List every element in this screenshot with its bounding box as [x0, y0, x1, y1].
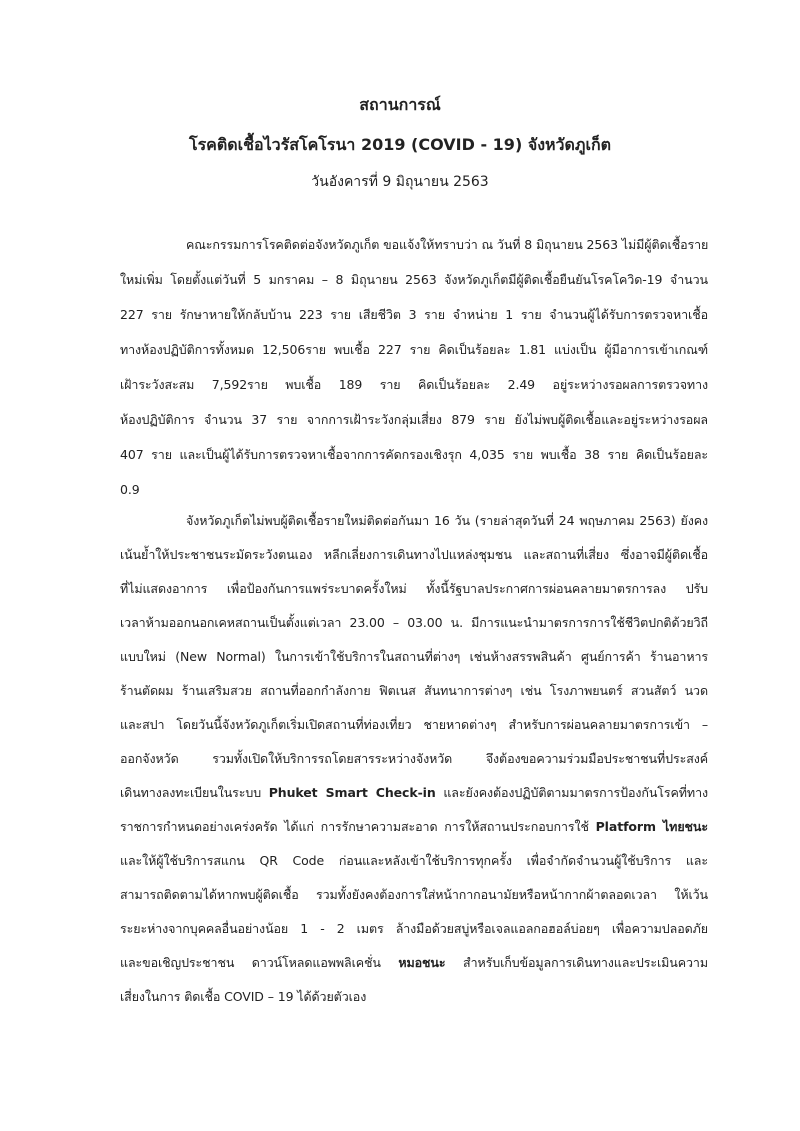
document-title: สถานการณ์: [359, 95, 441, 114]
paragraph-line: ราชการกำหนดอย่างเคร่งครัด ได้แก่ การรักษาความสะอาด การให้สถานประกอบการใช้ Platform ไทยชนะ: [120, 819, 708, 834]
paragraph-line: คณะกรรมการโรคติดต่อจังหวัดภูเก็ต ขอแจ้งให้ทราบว่า ณ วันที่ 8 มิถุนายน 2563 ไม่มีผู้ติดเชื้อราย: [186, 237, 708, 252]
paragraph-line: สามารถติดตามได้หากพบผู้ติดเชื้อ รวมทั้งยังคงต้องการใส่หน้ากากอนามัยหรือหน้ากากผ้าตลอดเวลา ให้เว้น: [120, 887, 708, 902]
paragraph-line: จังหวัดภูเก็ตไม่พบผู้ติดเชื้อรายใหม่ติดต่อกันมา 16 วัน (รายล่าสุดวันที่ 24 พฤษภาคม 2563) ยังคง: [186, 513, 708, 528]
document-date: วันอังคารที่ 9 มิถุนายน 2563: [311, 174, 489, 190]
paragraph-line: ออกจังหวัด รวมทั้งเปิดให้บริการรถโดยสารระหว่างจังหวัด จึงต้องขอความร่วมมือประชาชนที่ประสงค์: [120, 751, 708, 766]
paragraph-line: เฝ้าระวังสะสม 7,592ราย พบเชื้อ 189 ราย คิดเป็นร้อยละ 2.49 อยู่ระหว่างรอผลการตรวจทาง: [120, 377, 708, 392]
paragraph-line: เดินทางลงทะเบียนในระบบ Phuket Smart Check-in และยังคงต้องปฏิบัติตามมาตรการป้องกันโรคที่ทาง: [120, 785, 708, 800]
paragraph-line: ใหม่เพิ่ม โดยตั้งแต่วันที่ 5 มกราคม – 8 มิถุนายน 2563 จังหวัดภูเก็ตมีผู้ติดเชื้อยืนยันโรคโควิด-19 จำนวน: [120, 272, 708, 287]
paragraph-line: และสปา โดยวันนี้จังหวัดภูเก็ตเริ่มเปิดสถานที่ท่องเที่ยว ชายหาดต่างๆ สำหรับการผ่อนคลายมาตรการเข้า –: [120, 717, 708, 732]
paragraph-line: เสี่ยงในการ ติดเชื้อ COVID – 19 ได้ด้วยตัวเอง: [120, 989, 367, 1004]
paragraph-line: ทางห้องปฏิบัติการทั้งหมด 12,506ราย พบเชื้อ 227 ราย คิดเป็นร้อยละ 1.81 แบ่งเป็น ผู้มีอาการเข้าเกณฑ์: [120, 342, 708, 357]
paragraph-line: ห้องปฏิบัติการ จำนวน 37 ราย จากการเฝ้าระวังกลุ่มเสี่ยง 879 ราย ยังไม่พบผู้ติดเชื้อและอยู่ระหว่างรอผล: [120, 412, 708, 427]
paragraph-line: ระยะห่างจากบุคคลอื่นอย่างน้อย 1 - 2 เมตร ล้างมือด้วยสบู่หรือเจลแอลกอฮอล์บ่อยๆ เพื่อความปลอดภัย: [120, 921, 708, 936]
paragraph-line: เวลาห้ามออกนอกเคหสถานเป็นตั้งแต่เวลา 23.00 – 03.00 น. มีการแนะนำมาตรการการใช้ชีวิตปกติด้วยวิถี: [120, 615, 708, 630]
paragraph-line: ที่ไม่แสดงอาการ เพื่อป้องกันการแพร่ระบาดครั้งใหม่ ทั้งนี้รัฐบาลประกาศการผ่อนคลายมาตรการลง ปรับ: [120, 581, 708, 596]
paragraph-line: และขอเชิญประชาชน ดาวน์โหลดแอพพลิเคชั่น หมอชนะ สำหรับเก็บข้อมูลการเดินทางและประเมินความ: [120, 955, 708, 970]
paragraph-line: ร้านตัดผม ร้านเสริมสวย สถานที่ออกกำลังกาย ฟิตเนส สันทนาการต่างๆ เช่น โรงภาพยนตร์ สวนสัตว์ นวด: [120, 683, 708, 698]
mor-chana-app-text: หมอชนะ: [398, 955, 446, 970]
document-subtitle: โรคติดเชื้อไวรัสโคโรนา 2019 (COVID - 19) จังหวัดภูเก็ต: [188, 135, 612, 154]
platform-thaichana-text: Platform ไทยชนะ: [595, 819, 708, 834]
paragraph-line: 227 ราย รักษาหายให้กลับบ้าน 223 ราย เสียชีวิต 3 ราย จำหน่าย 1 ราย จำนวนผู้ได้รับการตรวจหาเชื้อ: [120, 307, 708, 322]
paragraph-line: เน้นย้ำให้ประชาชนระมัดระวังตนเอง หลีกเลี่ยงการเดินทางไปแหล่งชุมชน และสถานที่เสี่ยง ซึ่งอาจมีผู้ติดเชื้อ: [120, 547, 708, 562]
paragraph-line: 0.9: [120, 482, 140, 497]
paragraph-line: และให้ผู้ใช้บริการสแกน QR Code ก่อนและหลังเข้าใช้บริการทุกครั้ง เพื่อจำกัดจำนวนผู้ใช้บริการ และ: [120, 853, 708, 868]
paragraph-line: 407 ราย และเป็นผู้ได้รับการตรวจหาเชื้อจากการคัดกรองเชิงรุก 4,035 ราย พบเชื้อ 38 ราย คิดเป็นร้อยละ: [120, 447, 708, 462]
paragraph-line: แบบใหม่ (New Normal) ในการเข้าใช้บริการในสถานที่ต่างๆ เช่นห้างสรรพสินค้า ศูนย์การค้า ร้านอาหาร: [120, 649, 708, 664]
phuket-smart-check-in-text: Phuket Smart Check-in: [268, 785, 436, 800]
